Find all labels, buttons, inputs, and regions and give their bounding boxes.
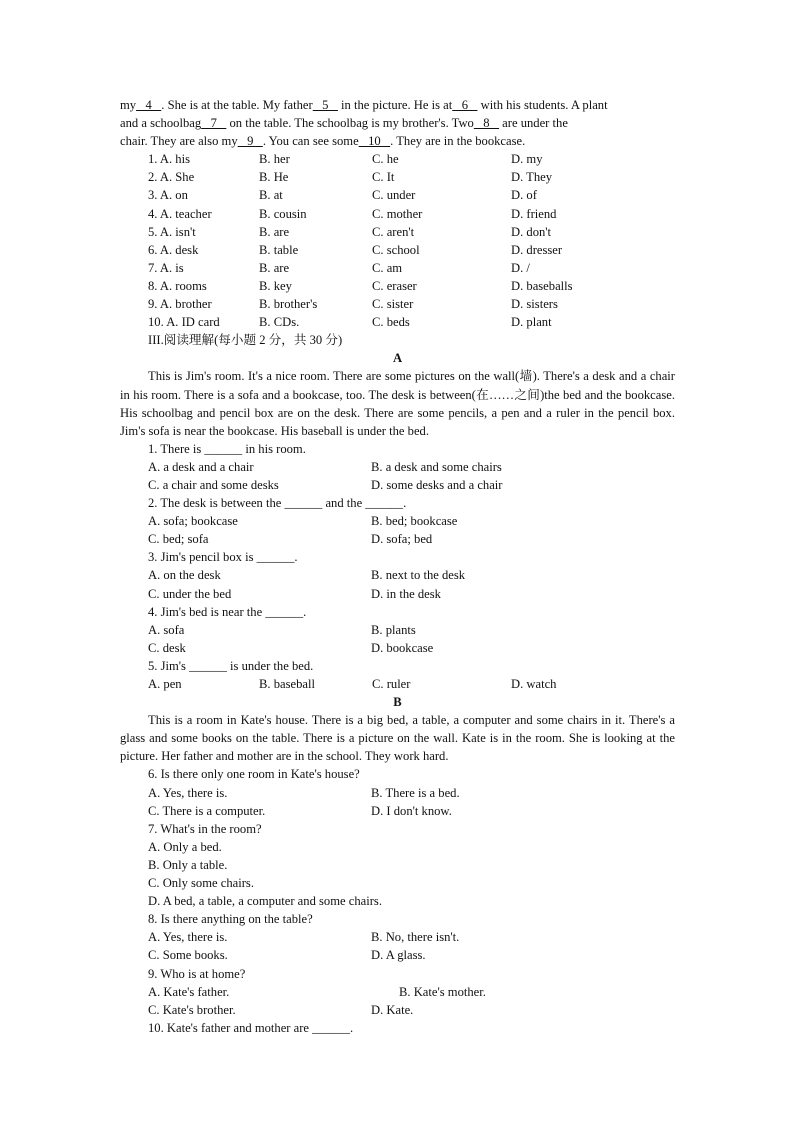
cloze-line-1: my 4 . She is at the table. My father 5 in the picture. He is at 6 with his students. A plant [120, 98, 608, 112]
option-pair: C. There is a computer. D. I don't know. [148, 803, 452, 818]
blank-9: 9 [237, 134, 263, 149]
question-4: 4. Jim's bed is near the ______. [148, 604, 307, 619]
option-row: 6. A. desk B. table C. school D. dresser [148, 242, 563, 257]
option-pair: C. Kate's brother. D. Kate. [148, 1002, 414, 1017]
option-pair: C. bed; sofa D. sofa; bed [148, 532, 433, 547]
blank-8: 8 [473, 116, 500, 131]
option-pair: A. sofa; bookcase B. bed; bookcase [148, 514, 458, 529]
section-heading: III.阅读理解(每小题 2 分，共 30 分) [148, 333, 343, 348]
cloze-line-3: chair. They are also my 9 . You can see some 10 . They are in the bookcase. [120, 134, 526, 149]
question-3: 3. Jim's pencil box is ______. [148, 550, 298, 565]
option-row: 4. A. teacher B. cousin C. mother D. friend [148, 206, 557, 221]
blank-4: 4 [136, 98, 162, 112]
question-6: 6. Is there only one room in Kate's house? [148, 767, 360, 782]
option-row: 1. A. his B. her C. he D. my [148, 152, 543, 167]
option-quad: A. pen B. baseball C. ruler D. watch [148, 677, 557, 691]
option-pair: A. Yes, there is. B. There is a bed. [148, 785, 460, 800]
option: C. Only some chairs. [148, 876, 254, 891]
question-10: 10. Kate's father and mother are ______. [148, 1020, 354, 1035]
question-1: 1. There is ______ in his room. [148, 441, 306, 456]
question-5: 5. Jim's ______ is under the bed. [148, 658, 314, 673]
blank-6: 6 [452, 98, 478, 112]
option-pair: A. on the desk B. next to the desk [148, 568, 466, 583]
question-7: 7. What's in the room? [148, 821, 262, 836]
option: D. A bed, a table, a computer and some chairs. [148, 894, 382, 909]
worksheet-page [120, 96, 675, 1037]
passage-a-text: This is Jim's room. It's a nice room. There are some pictures on the wall(墙). There's a desk and a chair in his room. There is a sofa and a bookcase, too. The desk is between(在……之间)the bed and the bookcase. His schoolbag and pencil box are on the desk. There are some pencils, a pen and a ruler in the pencil box. Jim's sofa is near the bookcase. His baseball is under the bed. [120, 369, 675, 438]
blank-7: 7 [201, 116, 227, 131]
cloze-line-2: and a schoolbag 7 on the table. The schoolbag is my brother's. Two 8 are under the [120, 116, 568, 131]
option-pair: A. a desk and a chair B. a desk and some chairs [148, 459, 502, 474]
passage-b-label: B [393, 695, 402, 710]
blank-10: 10 [358, 134, 391, 149]
option-row: 10. A. ID card B. CDs. C. beds D. plant [148, 315, 552, 330]
option-row: 3. A. on B. at C. under D. of [148, 188, 537, 203]
blank-5: 5 [312, 98, 338, 112]
option-pair: C. desk D. bookcase [148, 640, 434, 655]
option-pair: C. Some books. D. A glass. [148, 948, 426, 963]
option-row: 2. A. She B. He C. It D. They [148, 170, 553, 185]
option-pair: A. sofa B. plants [148, 622, 416, 637]
question-9: 9. Who is at home? [148, 966, 246, 981]
option-row: 5. A. isn't B. are C. aren't D. don't [148, 224, 552, 239]
cloze-passage [120, 96, 675, 150]
option: B. Only a table. [148, 857, 228, 872]
option-pair: A. Yes, there is. B. No, there isn't. [148, 930, 460, 945]
option-pair: A. Kate's father. B. Kate's mother. [148, 984, 486, 999]
option: A. Only a bed. [148, 839, 222, 854]
option-pair: C. a chair and some desks D. some desks and a chair [148, 477, 503, 492]
cloze-options [120, 150, 675, 331]
passage-b-text: This is a room in Kate's house. There is a big bed, a table, a computer and some chairs in it. There's a glass and some books on the table. There is a picture on the wall. Kate is in the room. She is looking at the picture. Her father and mother are in the school. They work hard. [120, 713, 675, 764]
question-2: 2. The desk is between the ______ and the ______. [148, 496, 407, 511]
option-row: 8. A. rooms B. key C. eraser D. baseballs [148, 278, 573, 293]
option-pair: C. under the bed D. in the desk [148, 586, 441, 601]
passage-a-label: A [392, 351, 403, 366]
option-row: 9. A. brother B. brother's C. sister D. sisters [148, 297, 558, 312]
option-row: 7. A. is B. are C. am D. / [148, 260, 530, 275]
question-8: 8. Is there anything on the table? [148, 912, 313, 927]
